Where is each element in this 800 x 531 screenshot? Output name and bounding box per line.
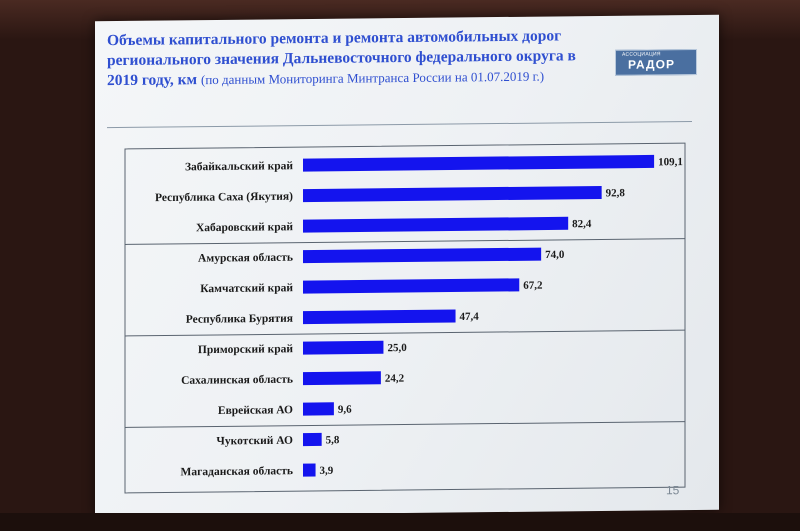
value-label: 67,2 <box>523 279 543 292</box>
page-number: 15 <box>666 483 680 498</box>
bar <box>303 248 541 263</box>
bar <box>303 278 519 293</box>
logo-caption: АССОЦИАЦИЯ <box>622 51 661 58</box>
subtitle-text: (по данным Мониторинга Минтранса России на 01.07.2019 г.) <box>200 68 545 88</box>
bar <box>303 155 654 172</box>
value-label: 109,1 <box>658 156 683 169</box>
category-label: Приморский край <box>197 343 293 357</box>
group-separator-line <box>125 330 685 336</box>
bar <box>303 341 383 355</box>
group-separator-line <box>125 422 685 428</box>
category-label: Магаданская область <box>180 465 293 479</box>
value-label: 9,6 <box>337 403 352 416</box>
bar <box>303 309 456 324</box>
value-label: 74,0 <box>545 248 565 262</box>
value-label: 47,4 <box>459 310 479 323</box>
group-separator-line <box>125 239 685 245</box>
logo-text: РАДОР <box>628 57 675 72</box>
value-label: 82,4 <box>572 218 592 231</box>
bar <box>303 402 334 415</box>
projection-screen <box>95 15 719 517</box>
title-text: Объемы капитального ремонта и ремонта автомобильных дорог регионального значения Дальневосточного федерального округа в 2019 году, км <box>107 27 576 90</box>
bar <box>303 463 316 476</box>
category-label: Сахалинская область <box>181 373 293 387</box>
bar <box>303 371 381 385</box>
category-label: Забайкальский край <box>184 160 293 174</box>
bar <box>303 186 602 202</box>
category-label: Республика Саха (Якутия) <box>154 190 293 205</box>
background-bottom <box>0 513 800 531</box>
category-label: Республика Бурятия <box>185 312 293 326</box>
value-label: 24,2 <box>384 372 405 385</box>
bar <box>303 433 322 446</box>
value-label: 92,8 <box>605 187 625 200</box>
value-label: 3,9 <box>319 464 334 477</box>
bar-chart <box>95 15 719 517</box>
category-label: Еврейская АО <box>217 404 293 417</box>
category-label: Камчатский край <box>200 282 293 296</box>
category-label: Амурская область <box>198 251 293 265</box>
category-label: Чукотский АО <box>216 434 293 448</box>
value-label: 5,8 <box>325 434 340 447</box>
value-label: 25,0 <box>387 342 407 355</box>
category-label: Хабаровский край <box>195 221 293 235</box>
bar <box>303 217 568 233</box>
